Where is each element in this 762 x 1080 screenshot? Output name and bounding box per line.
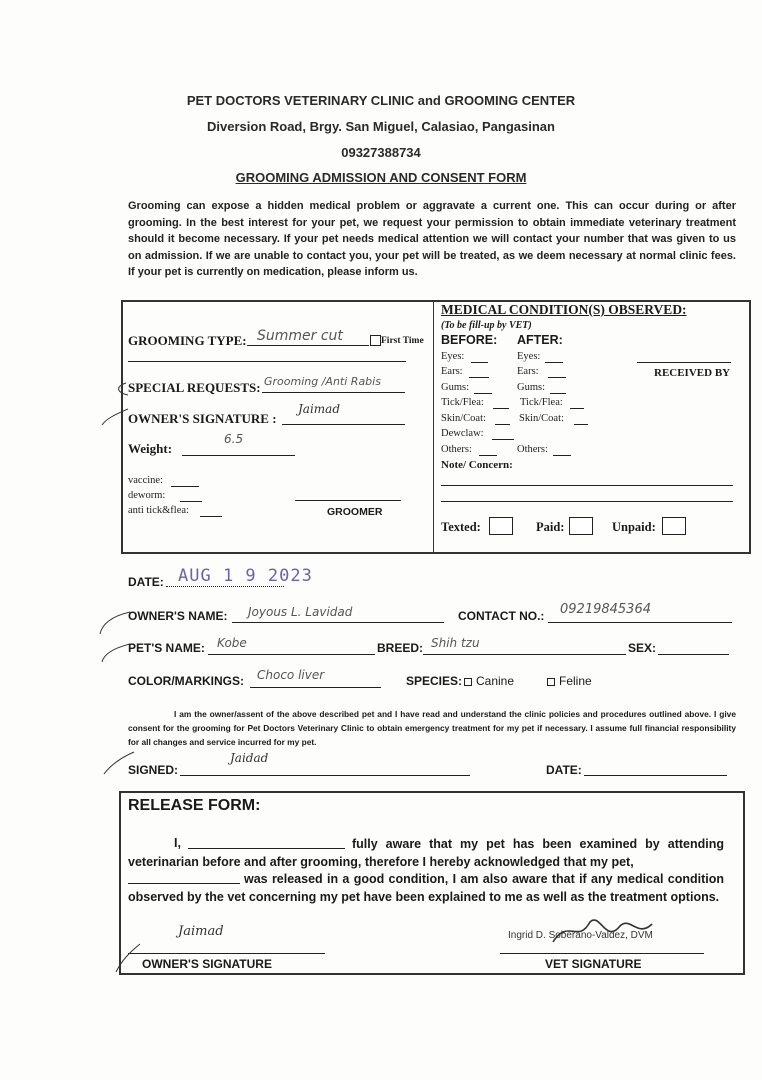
owner-name-field[interactable]: Joyous L. Lavidad xyxy=(248,605,353,619)
before-label: BEFORE: xyxy=(441,333,498,347)
release-text-2: was released in a good condition, I am also aware that if any medical condition observed by the vet concerning my pet have been explained to me as well as the treatment options. xyxy=(128,872,724,904)
signed-label: SIGNED: xyxy=(128,763,179,777)
release-owner-signature[interactable]: Jaimad xyxy=(178,924,224,939)
pen-mark-1 xyxy=(100,375,130,435)
after-ears: Ears: xyxy=(517,366,539,377)
clinic-address: Diversion Road, Brgy. San Miguel, Calasiao, Pangasinan xyxy=(207,119,555,134)
special-requests-field[interactable]: Grooming /Anti Rabis xyxy=(264,375,381,388)
release-i: I, xyxy=(174,836,181,850)
contact-field[interactable]: 09219845364 xyxy=(560,602,651,617)
first-time-label: First Time xyxy=(381,336,424,346)
feline-checkbox[interactable] xyxy=(547,678,555,686)
clinic-name: PET DOCTORS VETERINARY CLINIC and GROOMING CENTER xyxy=(186,93,576,108)
before-tickflea: Tick/Flea: xyxy=(441,397,484,408)
breed-field[interactable]: Shih tzu xyxy=(431,636,480,650)
canine-label: Canine xyxy=(476,674,515,688)
before-eyes: Eyes: xyxy=(441,351,465,362)
owner-signature-field[interactable]: Jaimad xyxy=(298,402,341,416)
paid-label: Paid: xyxy=(536,520,565,534)
texted-checkbox[interactable] xyxy=(489,517,513,535)
special-requests-label: SPECIAL REQUESTS: xyxy=(128,380,261,395)
weight-label: Weight: xyxy=(128,441,173,456)
vet-signature-caption: VET SIGNATURE xyxy=(545,957,642,971)
clinic-phone: 09327388734 xyxy=(341,145,421,160)
consent-date-label: DATE: xyxy=(546,763,582,777)
table-divider xyxy=(433,300,434,552)
deworm-label: deworm: xyxy=(128,490,166,501)
date-stamp[interactable]: AUG 1 9 2023 xyxy=(178,566,313,586)
feline-label: Feline xyxy=(559,674,592,688)
weight-field[interactable]: 6.5 xyxy=(224,432,244,446)
consent-paragraph: I am the owner/assent of the above described pet and I have read and understand the clinic policies and procedures outlined above. I give consent for the grooming for Pet Doctors Veterinary Clinic to obtain emergency treatment for my pet if necessary. I assume full financial responsibility for all changes and service incurred for my pet. xyxy=(128,709,736,747)
species-label: SPECIES: xyxy=(406,674,463,688)
after-others: Others: xyxy=(517,444,548,455)
before-dewclaw: Dewclaw: xyxy=(441,428,484,439)
texted-label: Texted: xyxy=(441,520,481,534)
before-skincoat: Skin/Coat: xyxy=(441,413,486,424)
pen-mark-2 xyxy=(96,600,132,666)
after-gums: Gums: xyxy=(517,382,546,393)
first-time-checkbox[interactable] xyxy=(370,335,381,346)
owner-name-label: OWNER'S NAME: xyxy=(128,609,228,623)
vet-signature-scribble xyxy=(548,914,658,948)
release-text-1: fully aware that my pet has been examined by attending veterinarian before and after grooming, therefore I hereby acknowledged that my pet, xyxy=(128,837,724,869)
form-title: GROOMING ADMISSION AND CONSENT FORM xyxy=(235,170,527,185)
pet-name-label: PET'S NAME: xyxy=(128,641,205,655)
antitick-label: anti tick&flea: xyxy=(128,505,189,516)
grooming-type-field[interactable]: Summer cut xyxy=(257,328,343,344)
unpaid-checkbox[interactable] xyxy=(662,517,686,535)
after-tickflea: Tick/Flea: xyxy=(520,397,563,408)
after-label: AFTER: xyxy=(517,333,563,347)
groomer-label: GROOMER xyxy=(327,506,383,518)
after-eyes: Eyes: xyxy=(517,351,541,362)
release-title: RELEASE FORM: xyxy=(128,797,261,814)
vet-name: Ingrid D. Soberano-Valdez, DVM xyxy=(508,930,653,941)
breed-label: BREED: xyxy=(377,641,424,655)
before-others: Others: xyxy=(441,444,472,455)
received-by-label: RECEIVED BY xyxy=(654,367,731,379)
paid-checkbox[interactable] xyxy=(569,517,593,535)
before-ears: Ears: xyxy=(441,366,463,377)
color-label: COLOR/MARKINGS: xyxy=(128,674,244,688)
signed-field[interactable]: Jaidad xyxy=(230,751,269,765)
medical-title: MEDICAL CONDITION(S) OBSERVED: xyxy=(441,302,687,317)
pen-mark-4 xyxy=(112,940,142,974)
pen-mark-3 xyxy=(100,748,136,778)
note-label: Note/ Concern: xyxy=(441,459,513,471)
date-label: DATE: xyxy=(128,575,164,589)
grooming-type-label: GROOMING TYPE: xyxy=(128,333,247,348)
before-gums: Gums: xyxy=(441,382,470,393)
after-skincoat: Skin/Coat: xyxy=(519,413,564,424)
color-field[interactable]: Choco liver xyxy=(257,668,325,682)
owner-signature-caption: OWNER'S SIGNATURE xyxy=(142,957,272,971)
contact-label: CONTACT NO.: xyxy=(458,609,545,623)
medical-subtitle: (To be fill-up by VET) xyxy=(441,320,532,331)
canine-checkbox[interactable] xyxy=(464,678,472,686)
intro-paragraph: Grooming can expose a hidden medical problem or aggravate a current one. This can occur during or after grooming. In the best interest for your pet, we request your permission to obtain immediate veterinary treatment should it become necessary. If your pet needs medical attention we will contact your number that was given to us on admission. If we are unable to contact you, your pet will be treated, as we deem necessary at normal clinic fees. If your pet is currently on medication, please inform us. xyxy=(128,200,736,279)
vaccine-label: vaccine: xyxy=(128,475,163,486)
pet-name-field[interactable]: Kobe xyxy=(217,636,247,650)
sex-label: SEX: xyxy=(628,641,657,655)
unpaid-label: Unpaid: xyxy=(612,520,656,534)
owner-signature-label: OWNER'S SIGNATURE : xyxy=(128,411,277,426)
